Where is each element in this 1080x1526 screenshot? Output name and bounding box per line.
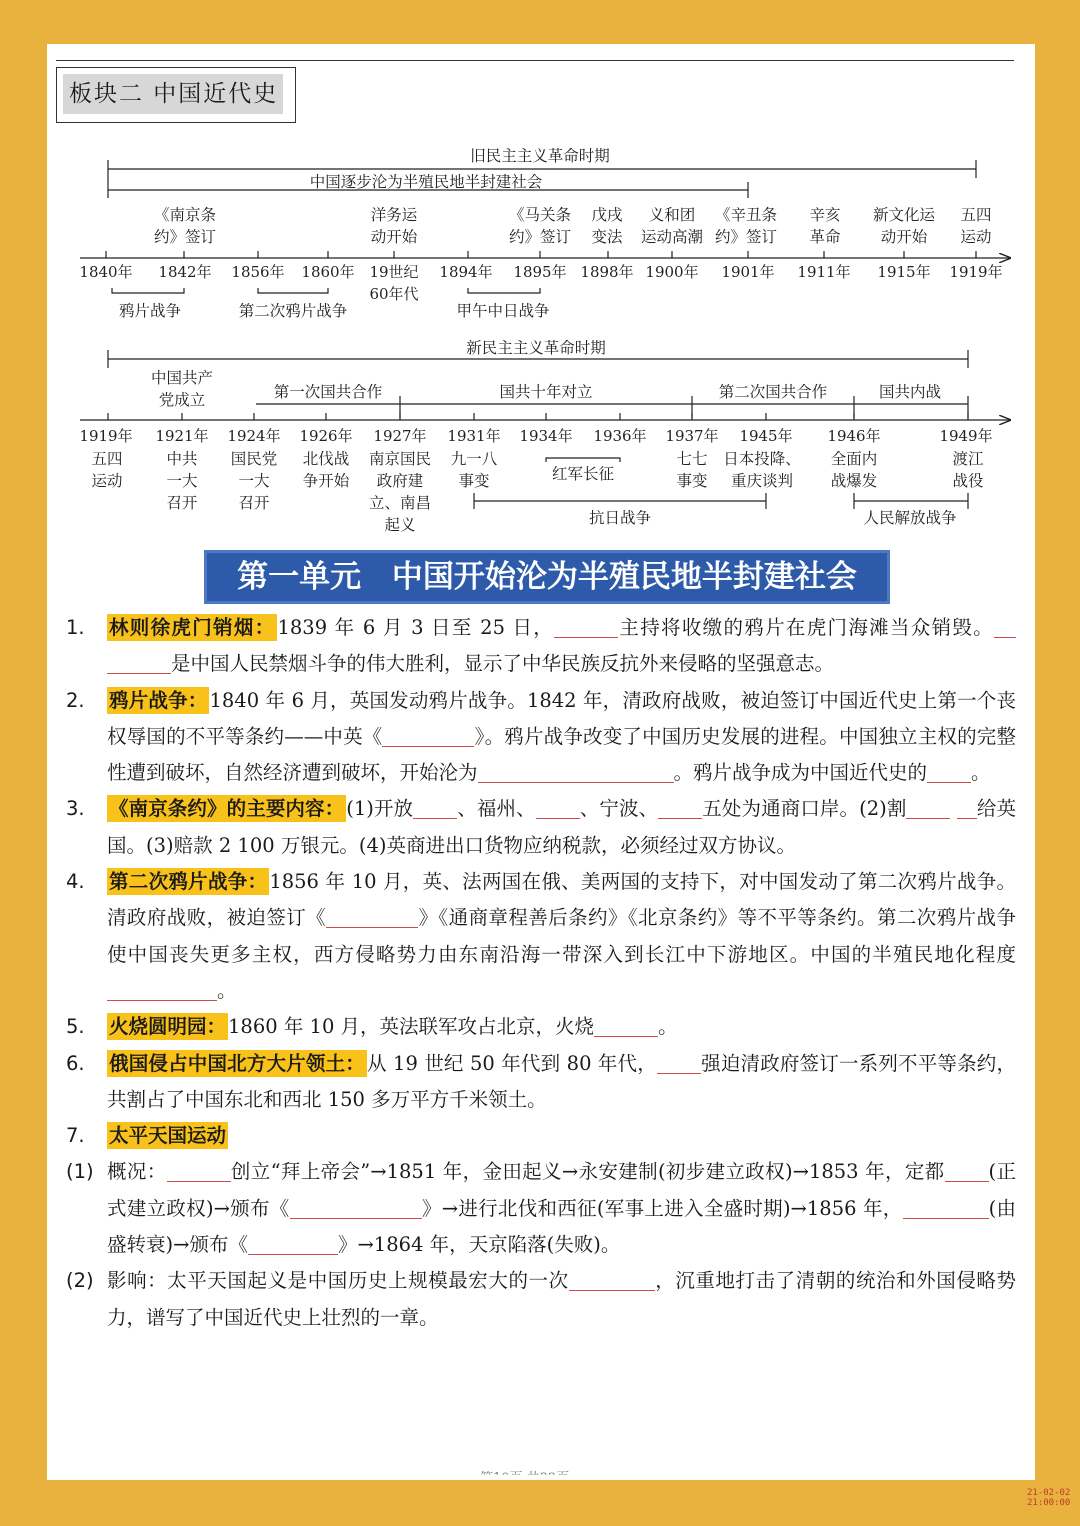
fill-blank[interactable] [927,762,971,783]
tl2-event-label: 起义 [384,516,416,534]
tl2-event-label: 九一八 [450,450,498,468]
item-heading: 俄国侵占中国北方大片领土： [109,1051,365,1075]
fill-blank[interactable] [382,726,474,747]
tl2-years [79,427,992,445]
tl1-event-label: 革命 [809,228,841,246]
tl2-events-below [91,450,984,534]
date-stamp: 21-02-02 21:00:00 [1027,1488,1071,1508]
tl2-event-label: 北伐战 [302,450,350,468]
tl2-event-label: 五四 [91,450,123,468]
tl2-event-label: 七七 [676,450,708,468]
list-item: 3. 《南京条约》的主要内容： (1)开放 、福州、 、宁波、 五处为通商口岸。(2)割 给英国。(3)赔款 2 100 万银元。(4)英商进出口货物应纳税款，必须经过双方协议。 [66,797,1016,857]
tl1-event-label: 《马关条 [508,206,572,224]
tl2-year: 1926年 [299,427,353,445]
tl1-year: 1840年 [79,263,133,281]
tl2-year: 1946年 [827,427,881,445]
opium-war-bracket [112,288,184,293]
tl1-year: 1856年 [231,263,285,281]
fill-blank[interactable] [594,1016,658,1037]
tl1-year: 1860年 [301,263,355,281]
tl1-subperiod-label: 中国逐步沦为半殖民地半封建社会 [309,173,543,191]
fill-blank[interactable] [107,980,217,1001]
tl2-segment-label: 第一次国共合作 [273,383,383,401]
tl1-event-label: 动开始 [370,228,418,246]
tl2-year: 1931年 [447,427,501,445]
tl2-event-label: 立、南昌 [368,494,432,512]
tl2-event-label: 召开 [238,494,270,512]
tl2-event-label: 红军长征 [551,465,615,483]
list-item: 1. 林则徐虎门销烟： 1839 年 6 月 3 日至 25 日， 主持将收缴的鸦片在虎门海滩当众销毁。 是中国人民禁烟斗争的伟大胜利，显示了中华民族反抗外来侵略的坚强意志。 [66,610,1016,683]
tl2-event-label: 召开 [166,494,198,512]
tl1-war-label: 甲午中日战争 [456,302,550,320]
fill-blank[interactable] [903,1198,989,1219]
tl1-event-label: 动开始 [880,228,928,246]
tl2-event-label: 国民党 [230,450,278,468]
tl1-event-label: 约》签订 [153,228,217,246]
tl2-year: 1936年 [593,427,647,445]
tl2-ccp-label: 中国共产 [150,369,214,387]
tl2-event-label: 一大 [238,472,270,490]
tl1-event-label: 变法 [591,228,623,246]
item-heading: 火烧圆明园： [109,1015,227,1039]
tl1-ticks [106,251,976,258]
tl1-event-label: 戊戌 [591,206,623,224]
fill-blank[interactable] [536,798,580,819]
sino-japanese-war-bracket [468,288,540,293]
item-heading: 鸦片战争： [109,688,208,712]
fill-blank[interactable] [569,1270,655,1291]
tl2-event-label: 南京国民 [368,450,432,468]
tl1-event-label: 约》签订 [714,228,778,246]
tl1-event-label: 洋务运 [370,206,418,224]
tl2-year: 1919年 [79,427,133,445]
tl1-event-label: 约》签订 [508,228,572,246]
list-item: 2. 鸦片战争： 1840 年 6 月，英国发动鸦片战争。1842 年，清政府战败，被迫签订中国近代史上第一个丧权辱国的不平等条约——中英《 》。鸦片战争改变了中国历史发展的进程。中国独立主权的完整性遭到破坏，自然经济遭到破坏，开始沦为 。鸦片战争成为中国近代史的 。 [66,688,1016,785]
fill-blank[interactable] [945,1161,989,1182]
tl2-year: 1945年 [739,427,793,445]
tl2-year: 1927年 [373,427,427,445]
item-heading: 第二次鸦片战争： [109,870,268,894]
list-item: 4. 第二次鸦片战争： 1856 年 10 月，英、法两国在俄、美两国的支持下，对中国发动了第二次鸦片战争。清政府战败，被迫签订《 》《通商章程善后条约》《北京条约》等不平等条约。第二次鸦片战争使中国丧失更多主权，西方侵略势力由东南沿海一带深入到长江中下游地区。中国的半殖民地化程度。 [66,870,1016,1002]
fill-blank[interactable] [413,798,457,819]
item-heading: 太平天国运动 [109,1124,227,1148]
unit-title-banner [204,550,890,604]
tl1-event-label: 新文化运 [872,206,936,224]
tl1-event-label: 《南京条 [153,206,217,224]
tl2-ticks [108,413,968,420]
tl1-year: 1898年 [580,263,634,281]
tl2-event-label: 事变 [676,472,708,490]
fill-blank[interactable] [326,907,418,928]
tl1-event-label: 义和团 [648,206,696,224]
tl2-event-label: 一大 [166,472,198,490]
tl1-year: 19世纪 [369,263,419,281]
tl2-event-label: 中共 [166,450,198,468]
fill-blank[interactable] [994,617,1016,638]
tl2-segment-label: 国共内战 [878,383,942,401]
fill-blank[interactable] [248,1234,338,1255]
tl2-event-label: 战役 [952,472,984,490]
item-heading: 《南京条约》的主要内容： [109,797,345,821]
tl2-ccp-label: 党成立 [158,391,206,409]
tl2-year: 1921年 [155,427,209,445]
tl1-year: 1900年 [645,263,699,281]
tl1-event-label: 运动 [960,228,992,246]
second-opium-war-bracket [258,288,328,293]
tl1-event-label: 运动高潮 [640,228,704,246]
tl1-year: 1915年 [877,263,931,281]
list-item: 5. 火烧圆明园： 1860 年 10 月，英法联军攻占北京，火烧 。 [66,1015,678,1039]
fill-blank[interactable] [290,1198,422,1219]
tl1-year: 60年代 [369,285,419,303]
tl2-event-label: 全面内 [830,450,878,468]
tl2-event-label: 战爆发 [830,472,878,490]
fill-blank[interactable] [658,798,702,819]
tl2-span-label: 人民解放战争 [863,509,957,527]
tl1-year: 1895年 [513,263,567,281]
tl1-years [79,263,1002,303]
tl1-event-label: 辛亥 [809,206,841,224]
tl2-event-label: 渡江 [952,450,984,468]
tl2-event-label: 日本投降、 [723,450,801,468]
item-heading: 林则徐虎门销烟： [109,616,276,639]
tl2-event-label: 争开始 [302,472,350,490]
tl1-period-label: 旧民主主义革命时期 [470,147,610,165]
list-item: (2) 影响：太平天国起义是中国历史上规模最宏大的一次 ，沉重地打击了清朝的统治和外国侵略势力，谱写了中国近代史上壮烈的一章。 [66,1269,1016,1329]
unit-name: 中国开始沦为半殖民地半封建社会 [391,559,857,595]
tl2-event-label: 政府建 [376,472,424,490]
tl1-year: 1911年 [797,263,851,281]
timeline-diagram [0,0,1080,545]
tl2-year: 1937年 [665,427,719,445]
tl1-war-label: 第二次鸦片战争 [238,302,348,320]
tl1-year: 1901年 [721,263,775,281]
fill-blank[interactable] [957,798,977,819]
list-item: 7. 太平天国运动 [66,1124,227,1148]
tl1-events-above [154,206,992,246]
tl1-year: 1894年 [439,263,493,281]
tl1-year: 1919年 [949,263,1003,281]
tl1-year: 1842年 [158,263,212,281]
tl2-year: 1949年 [939,427,993,445]
fill-blank[interactable] [167,1161,231,1182]
tl2-segment-label: 国共十年对立 [499,383,593,401]
tl2-year: 1924年 [227,427,281,445]
fill-blank[interactable] [478,762,674,783]
fill-blank[interactable] [657,1053,701,1074]
tl2-period-label: 新民主主义革命时期 [466,339,606,357]
unit-number: 第一单元 [237,559,362,595]
list-item: 6. 俄国侵占中国北方大片领土： 从 19 世纪 50 年代到 80 年代， 强迫清政府签订一系列不平等条约，共割占了中国东北和西北 150 多万平方千米领土。 [66,1051,1016,1111]
tl2-event-label: 运动 [91,472,123,490]
tl1-war-label: 鸦片战争 [118,302,182,320]
tl2-year: 1934年 [519,427,573,445]
tl2-segment-label: 第二次国共合作 [718,383,828,401]
tl1-event-label: 五四 [960,206,992,224]
section-label: 板块二 中国近代史 [63,74,283,114]
fill-blank[interactable] [107,653,171,674]
fill-blank[interactable] [554,617,618,638]
tl2-event-label: 事变 [458,472,490,490]
tl2-span-label: 抗日战争 [588,509,652,527]
tl1-event-label: 《辛丑条 [714,206,778,224]
list-item: (1) 概况： 创立“拜上帝会”→1851 年，金田起义→永安建制(初步建立政权)→1853 年，定都 (正式建立政权)→颁布《 》→进行北伐和西征(军事上进入全盛时期)→1856 年， (由盛转衰)→颁布《 》→1864 年，天京陷落(失败)。 [66,1160,1017,1257]
tl2-event-label: 重庆谈判 [730,472,794,490]
fill-blank[interactable] [906,798,950,819]
long-march-bracket [546,458,620,462]
knowledge-points [66,610,1016,1336]
